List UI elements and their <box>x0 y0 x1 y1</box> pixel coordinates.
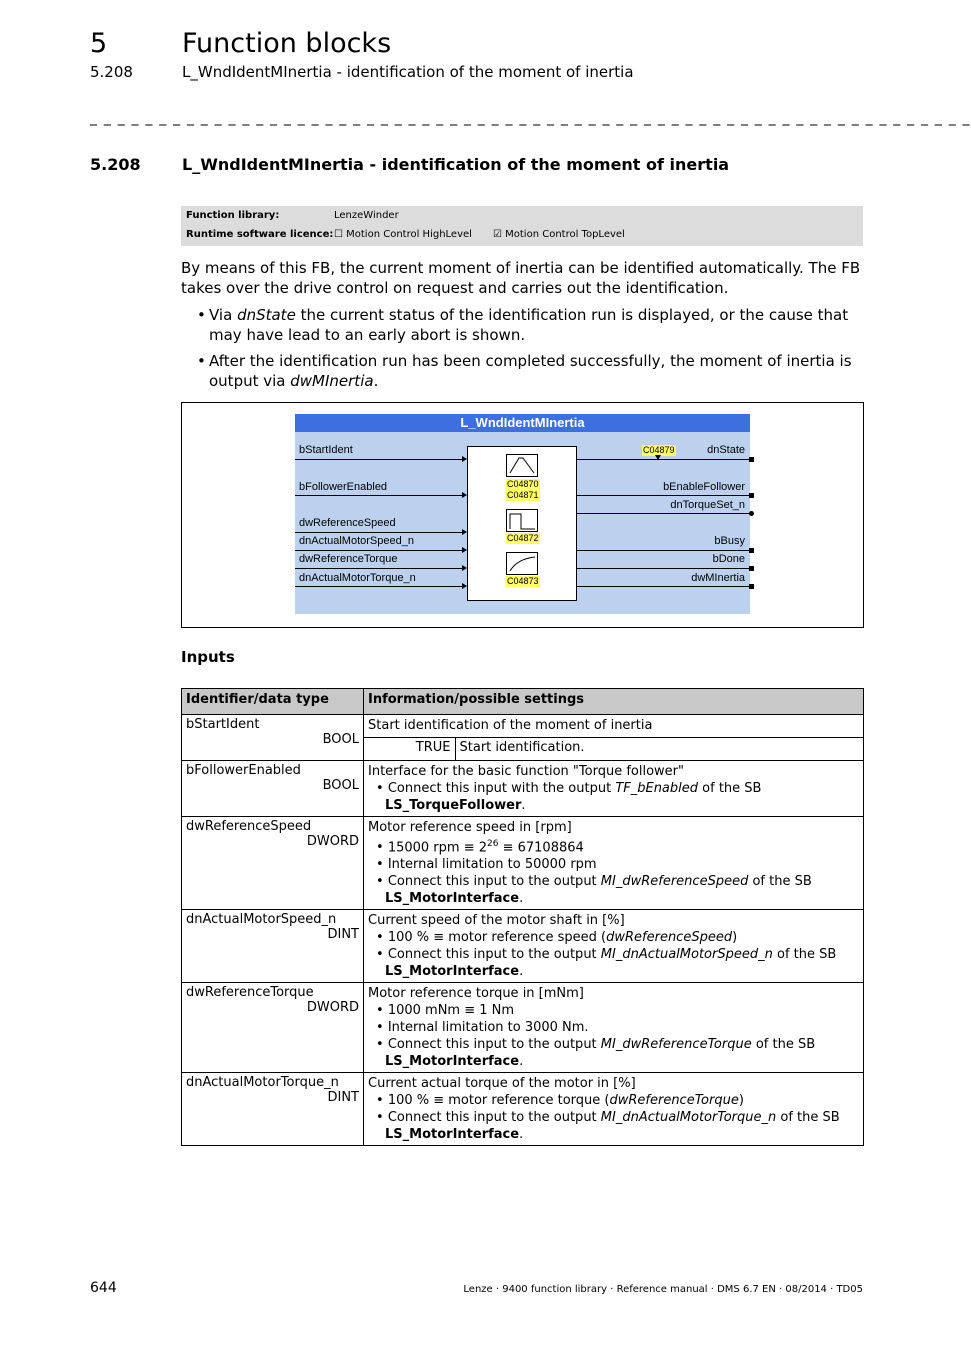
fb-input-label: dwReferenceSpeed <box>299 517 396 529</box>
header-divider: _ _ _ _ _ _ _ _ _ _ _ _ _ _ _ _ _ _ _ _ _ _ _ _ _ _ _ _ _ _ _ _ _ _ _ _ _ _ _ _ _ _ _ _ _ _ _ _ _ _ _ _ _ _ _ _ _ _ _ _ _ _ _ _ <box>90 110 971 126</box>
fb-input-label: dnActualMotorTorque_n <box>299 572 416 584</box>
input-wire <box>295 568 463 569</box>
chapter-number: 5 <box>90 28 108 59</box>
output-wire <box>577 568 750 569</box>
fb-output-label: dwMInertia <box>691 572 745 584</box>
section-title: L_WndIdentMInertia - identification of the moment of inertia <box>182 63 634 81</box>
output-wire <box>577 586 750 587</box>
info-subcell <box>364 738 864 761</box>
input-wire <box>295 532 463 533</box>
output-terminal-icon <box>749 548 754 553</box>
input-wire <box>295 459 463 460</box>
fb-input-label: dnActualMotorSpeed_n <box>299 535 414 547</box>
licence-option-toplevel: ☑ Motion Control TopLevel <box>493 229 625 240</box>
identifier-cell <box>182 761 364 817</box>
setting-key: TRUE <box>364 738 455 760</box>
fb-input-label: dwReferenceTorque <box>299 553 398 565</box>
input-arrow-icon <box>462 456 467 462</box>
fb-output-label: bDone <box>712 553 745 565</box>
code-label: C04873 <box>507 576 539 586</box>
column-header: Information/possible settings <box>364 689 864 715</box>
data-type: DINT <box>327 1090 359 1106</box>
info-cell: Start identification of the moment of inertia <box>364 715 864 738</box>
identifier-name: bFollowerEnabled <box>186 763 301 778</box>
chapter-title: Function blocks <box>182 28 392 59</box>
output-terminal-icon <box>749 457 754 462</box>
fb-title: L_WndIdentMInertia <box>295 414 750 432</box>
input-arrow-icon <box>462 529 467 535</box>
bullet-marker: • <box>197 306 206 324</box>
page-number: 644 <box>90 1280 117 1296</box>
fb-input-label: bFollowerEnabled <box>299 481 388 493</box>
info-cell: Interface for the basic function "Torque follower" • Connect this input with the output TF_bEnabled of the SB LS_TorqueFollower. <box>364 761 864 817</box>
input-wire <box>295 495 463 496</box>
data-type: BOOL <box>322 732 359 747</box>
identifier-name: bStartIdent <box>186 717 260 732</box>
fb-output-label: bBusy <box>714 535 745 547</box>
code-label: C04871 <box>507 490 539 500</box>
output-terminal-icon <box>749 584 754 589</box>
bullet-dwminertia: After the identification run has been completed successfully, the moment of inertia is output via dwMInertia. <box>209 352 852 390</box>
output-terminal-icon <box>749 566 754 571</box>
inputs-table <box>181 688 864 1146</box>
table-row <box>182 983 864 1073</box>
code-label: C04879 <box>643 445 675 455</box>
info-cell: Current actual torque of the motor in [%] • 100 % ≡ motor reference torque (dwReferenceTorque) • Connect this input to the output MI_dnActualMotorTorque_n of the SB LS_MotorInterface. <box>364 1073 864 1146</box>
info-cell: Current speed of the motor shaft in [%] • 100 % ≡ motor reference speed (dwReferenceSpeed) • Connect this input to the output MI_dnActualMotorSpeed_n of the SB LS_MotorInterface. <box>364 910 864 983</box>
heading-number: 5.208 <box>90 155 141 174</box>
input-arrow-icon <box>462 492 467 498</box>
bullet-marker: • <box>197 352 206 370</box>
data-type: DINT <box>327 927 359 943</box>
fb-output-label: bEnableFollower <box>663 481 745 493</box>
output-wire <box>577 550 750 551</box>
identifier-name: dwReferenceSpeed <box>186 819 312 834</box>
table-row <box>182 715 864 738</box>
inputs-heading: Inputs <box>181 648 235 666</box>
setting-value: Start identification. <box>459 740 585 755</box>
input-wire <box>295 550 463 551</box>
licence-option-highlevel: ☐ Motion Control HighLevel <box>334 229 472 240</box>
fb-input-label: bStartIdent <box>299 444 353 456</box>
library-label: Function library: <box>186 210 280 221</box>
identifier-cell <box>182 817 364 910</box>
code-pointer-icon <box>655 455 661 460</box>
identifier-name: dwReferenceTorque <box>186 985 314 1001</box>
library-value: LenzeWinder <box>334 210 399 221</box>
curve-icon <box>506 552 538 575</box>
fb-output-label: dnTorqueSet_n <box>670 499 745 511</box>
column-header: Identifier/data type <box>182 689 364 715</box>
input-arrow-icon <box>462 565 467 571</box>
identifier-cell <box>182 910 364 983</box>
fb-output-label: dnState <box>707 444 745 456</box>
info-cell: Motor reference torque in [mNm] • 1000 mNm ≡ 1 Nm • Internal limitation to 3000 Nm. • Connect this input to the output MI_dwReferenceTorque of the SB LS_MotorInterface. <box>364 983 864 1073</box>
identifier-name: dnActualMotorSpeed_n <box>186 912 337 928</box>
ramp-icon <box>506 454 538 477</box>
table-row <box>182 910 864 983</box>
licence-label: Runtime software licence: <box>186 229 334 240</box>
table-row <box>182 761 864 817</box>
identifier-cell <box>182 715 364 761</box>
bullet-dnstate: Via dnState the current status of the identification run is displayed, or the cause that may have lead to an early abort is shown. <box>209 306 849 344</box>
library-info-box <box>181 206 863 246</box>
code-label: C04870 <box>507 479 539 489</box>
heading-title: L_WndIdentMInertia - identification of the moment of inertia <box>182 155 730 174</box>
code-label: C04872 <box>507 533 539 543</box>
output-wire <box>577 513 750 514</box>
table-row <box>182 817 864 910</box>
identifier-cell <box>182 983 364 1073</box>
data-type: BOOL <box>322 778 359 793</box>
input-arrow-icon <box>462 583 467 589</box>
table-header-row <box>182 689 864 715</box>
intro-paragraph: By means of this FB, the current moment of inertia can be identified automatically. The FB takes over the drive control on request and carries out the identification. <box>181 259 861 297</box>
input-wire <box>295 586 463 587</box>
data-type: DWORD <box>306 834 359 849</box>
table-row <box>182 1073 864 1146</box>
output-wire <box>577 495 750 496</box>
output-terminal-icon <box>749 511 754 516</box>
footer-text: Lenze · 9400 function library · Reference manual · DMS 6.7 EN · 08/2014 · TD05 <box>463 1284 863 1295</box>
output-terminal-icon <box>749 493 754 498</box>
info-cell: Motor reference speed in [rpm] • 15000 rpm ≡ $2^{26} \equiv 67108864$ • Internal limitation to 50000 rpm • Connect this input to the output MI_dwReferenceSpeed of the SB LS_MotorInterface. <box>364 817 864 910</box>
data-type: DWORD <box>306 1000 359 1016</box>
input-arrow-icon <box>462 547 467 553</box>
identifier-name: dnActualMotorTorque_n <box>186 1075 339 1091</box>
output-wire <box>577 459 750 460</box>
step-icon <box>506 509 538 532</box>
identifier-cell <box>182 1073 364 1146</box>
section-number: 5.208 <box>90 63 133 81</box>
